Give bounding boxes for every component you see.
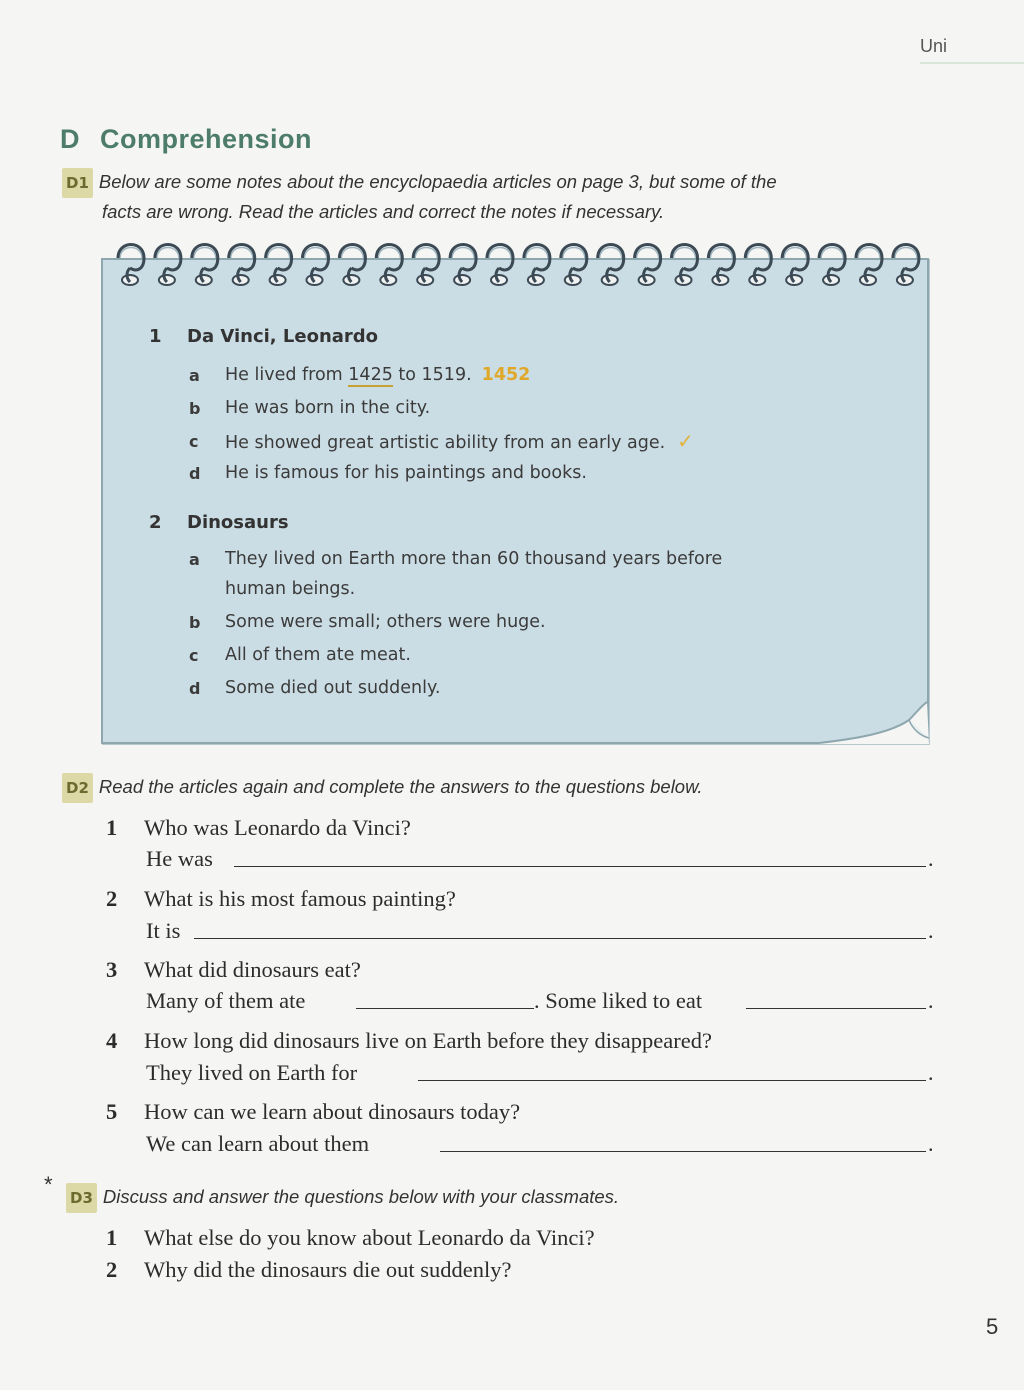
note-item-1a-wrong-year: 1425 bbox=[348, 365, 393, 385]
answer-end-dot: . bbox=[928, 1131, 934, 1156]
note-item-1b-text: He was born in the city. bbox=[225, 398, 431, 418]
answer-blank-1[interactable] bbox=[234, 866, 926, 867]
unit-tab-divider bbox=[920, 62, 1024, 64]
spiral-ring-icon bbox=[303, 245, 329, 286]
spiral-ring-icon bbox=[155, 245, 181, 286]
note-topic-1-title: Da Vinci, Leonardo bbox=[187, 326, 379, 347]
spiral-ring-icon bbox=[672, 245, 698, 286]
spiral-ring-icon bbox=[745, 245, 771, 286]
note-item-letter: c bbox=[189, 432, 199, 451]
d2-answer-2-prompt: It is bbox=[146, 918, 181, 943]
notebook-card bbox=[101, 258, 929, 744]
spiral-binding-icon bbox=[110, 236, 925, 292]
spiral-ring-icon bbox=[229, 245, 255, 286]
note-item-1a-post: to 1519. bbox=[392, 365, 472, 385]
d2-badge: D2 bbox=[62, 773, 93, 803]
correction-1452: 1452 bbox=[481, 365, 531, 385]
question-text: What did dinosaurs eat? bbox=[144, 957, 361, 982]
note-topic-1-number: 1 bbox=[149, 326, 162, 347]
question-text: Who was Leonardo da Vinci? bbox=[144, 815, 411, 840]
question-number: 1 bbox=[106, 1225, 118, 1250]
d2-answer-3-prompt: Many of them ate bbox=[146, 988, 306, 1013]
note-topic-2-number: 2 bbox=[149, 512, 162, 533]
d3-instruction-text: Discuss and answer the questions below with your classmates. bbox=[102, 1186, 620, 1207]
d1-instruction bbox=[62, 168, 922, 226]
d1-badge: D1 bbox=[62, 168, 93, 198]
question-text: How can we learn about dinosaurs today? bbox=[144, 1099, 521, 1124]
answer-end-dot: . bbox=[928, 846, 934, 871]
question-number: 4 bbox=[106, 1028, 118, 1053]
question-number: 2 bbox=[106, 886, 118, 911]
note-item-1d-text: He is famous for his paintings and books. bbox=[225, 463, 587, 483]
answer-blank-4[interactable] bbox=[418, 1080, 926, 1081]
spiral-ring-icon bbox=[561, 245, 587, 286]
question-text: What else do you know about Leonardo da Vinci? bbox=[144, 1225, 595, 1250]
spiral-ring-icon bbox=[524, 245, 550, 286]
note-topic-2-title: Dinosaurs bbox=[187, 512, 289, 533]
note-item-letter: a bbox=[189, 550, 200, 569]
d2-answer-5-prompt: We can learn about them bbox=[146, 1131, 370, 1156]
spiral-ring-icon bbox=[339, 245, 365, 286]
d2-answer-3-prompt2: . Some liked to eat bbox=[534, 988, 703, 1013]
spiral-ring-icon bbox=[413, 245, 439, 286]
spiral-ring-icon bbox=[376, 245, 402, 286]
answer-end-dot: . bbox=[928, 918, 934, 943]
spiral-ring-icon bbox=[450, 245, 476, 286]
spiral-ring-icon bbox=[487, 245, 513, 286]
spiral-ring-icon bbox=[635, 245, 661, 286]
spiral-ring-icon bbox=[819, 245, 845, 286]
note-item-2c-text: All of them ate meat. bbox=[225, 645, 411, 665]
note-item-1c-text: He showed great artistic ability from an early age. bbox=[225, 433, 666, 453]
spiral-ring-icon bbox=[598, 245, 624, 286]
page-number: 5 bbox=[986, 1314, 999, 1339]
note-item-letter: d bbox=[189, 464, 201, 483]
spiral-ring-icon bbox=[708, 245, 734, 286]
d2-answer-4-prompt: They lived on Earth for bbox=[146, 1060, 358, 1085]
d2-answer-1-prompt: He was bbox=[146, 846, 213, 871]
d2-instruction bbox=[62, 773, 703, 803]
question-text: What is his most famous painting? bbox=[144, 886, 456, 911]
star-icon: * bbox=[44, 1172, 53, 1197]
section-letter: D bbox=[60, 124, 80, 154]
answer-end-dot: . bbox=[928, 988, 934, 1013]
d3-instruction bbox=[66, 1183, 619, 1213]
spiral-ring-icon bbox=[118, 245, 144, 286]
spiral-ring-icon bbox=[893, 245, 919, 286]
question-number: 1 bbox=[106, 815, 118, 840]
answer-blank-3b[interactable] bbox=[746, 1008, 926, 1009]
answer-blank-2[interactable] bbox=[194, 938, 926, 939]
note-item-letter: a bbox=[189, 366, 200, 385]
note-item-1a-pre: He lived from bbox=[225, 365, 349, 385]
question-number: 3 bbox=[106, 957, 118, 982]
answer-blank-3a[interactable] bbox=[356, 1008, 534, 1009]
question-text: Why did the dinosaurs die out suddenly? bbox=[144, 1257, 512, 1282]
spiral-ring-icon bbox=[192, 245, 218, 286]
note-item-2b-text: Some were small; others were huge. bbox=[225, 612, 546, 632]
section-heading bbox=[60, 124, 312, 155]
page-curl-icon bbox=[809, 700, 929, 744]
spiral-ring-icon bbox=[782, 245, 808, 286]
question-text: How long did dinosaurs live on Earth before they disappeared? bbox=[144, 1028, 712, 1053]
note-item-letter: b bbox=[189, 613, 201, 632]
spiral-ring-icon bbox=[856, 245, 882, 286]
note-item-2a-line1: They lived on Earth more than 60 thousand years before bbox=[225, 549, 723, 569]
question-number: 5 bbox=[106, 1099, 118, 1124]
d2-instruction-text: Read the articles again and complete the answers to the questions below. bbox=[98, 776, 703, 797]
note-item-letter: d bbox=[189, 679, 201, 698]
question-number: 2 bbox=[106, 1257, 118, 1282]
spiral-ring-icon bbox=[266, 245, 292, 286]
d3-badge: D3 bbox=[66, 1183, 97, 1213]
note-item-2d-text: Some died out suddenly. bbox=[225, 678, 441, 698]
checkmark-icon: ✓ bbox=[677, 429, 694, 453]
d1-line2: facts are wrong. Read the articles and correct the notes if necessary. bbox=[102, 201, 665, 222]
note-item-2a-line2: human beings. bbox=[225, 579, 356, 599]
answer-end-dot: . bbox=[928, 1060, 934, 1085]
note-item-letter: b bbox=[189, 399, 201, 418]
unit-tab: Uni bbox=[920, 36, 948, 56]
answer-blank-5[interactable] bbox=[440, 1151, 926, 1152]
section-title: Comprehension bbox=[100, 124, 313, 154]
d1-line1: Below are some notes about the encyclopaedia articles on page 3, but some of the bbox=[98, 171, 777, 192]
note-item-letter: c bbox=[189, 646, 199, 665]
